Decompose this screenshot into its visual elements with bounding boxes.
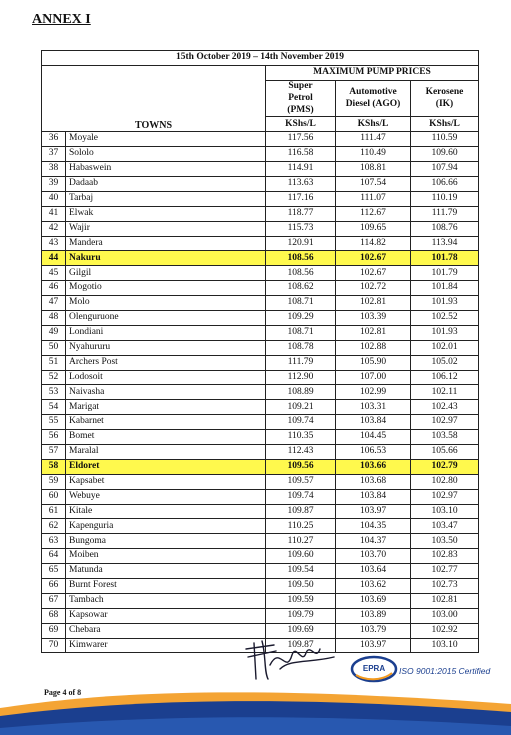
table-row	[42, 415, 479, 430]
price-ik: 103.10	[411, 638, 479, 653]
row-number: 58	[42, 459, 66, 474]
row-number: 45	[42, 266, 66, 281]
price-pms: 115.73	[266, 221, 336, 236]
row-number: 66	[42, 579, 66, 594]
town-name: Nyahururu	[66, 340, 266, 355]
table-row	[42, 579, 479, 594]
product-header-ago	[336, 80, 411, 117]
price-ik: 102.81	[411, 593, 479, 608]
town-name: Maralal	[66, 445, 266, 460]
row-number: 36	[42, 132, 66, 147]
row-number: 38	[42, 162, 66, 177]
row-number: 70	[42, 638, 66, 653]
row-number: 48	[42, 310, 66, 325]
town-name: Burnt Forest	[66, 579, 266, 594]
price-ik: 108.76	[411, 221, 479, 236]
price-pms: 116.58	[266, 147, 336, 162]
unit-header-pms: KShs/L	[266, 117, 336, 132]
price-ago: 103.97	[336, 638, 411, 653]
price-ago: 104.45	[336, 430, 411, 445]
town-name: Elwak	[66, 206, 266, 221]
table-row	[42, 176, 479, 191]
price-pms: 109.74	[266, 415, 336, 430]
town-name: Wajir	[66, 221, 266, 236]
table-row	[42, 474, 479, 489]
price-ago: 102.88	[336, 340, 411, 355]
price-pms: 118.77	[266, 206, 336, 221]
row-number: 57	[42, 445, 66, 460]
row-number: 41	[42, 206, 66, 221]
town-name: Matunda	[66, 564, 266, 579]
price-ago: 103.39	[336, 310, 411, 325]
price-ago: 103.31	[336, 400, 411, 415]
price-ago: 102.67	[336, 251, 411, 266]
price-ago: 102.99	[336, 385, 411, 400]
price-ik: 102.73	[411, 579, 479, 594]
table-row	[42, 251, 479, 266]
town-name: Sololo	[66, 147, 266, 162]
table-row	[42, 459, 479, 474]
price-ago: 106.53	[336, 445, 411, 460]
price-ago: 103.97	[336, 504, 411, 519]
price-ik: 101.93	[411, 325, 479, 340]
price-pms: 109.56	[266, 459, 336, 474]
price-ik: 102.97	[411, 415, 479, 430]
price-ik: 106.12	[411, 370, 479, 385]
page-number: Page 4 of 8	[44, 688, 82, 697]
price-pms: 108.78	[266, 340, 336, 355]
price-pms: 110.27	[266, 534, 336, 549]
price-ago: 110.49	[336, 147, 411, 162]
table-row	[42, 519, 479, 534]
row-number: 43	[42, 236, 66, 251]
row-number: 46	[42, 281, 66, 296]
price-ik: 109.60	[411, 147, 479, 162]
table-row	[42, 310, 479, 325]
table-row	[42, 370, 479, 385]
row-number: 55	[42, 415, 66, 430]
price-pms: 108.56	[266, 266, 336, 281]
price-pms: 110.25	[266, 519, 336, 534]
price-pms: 108.56	[266, 251, 336, 266]
town-name: Kapsabet	[66, 474, 266, 489]
price-ago: 103.70	[336, 549, 411, 564]
price-ago: 103.84	[336, 489, 411, 504]
price-ik: 101.84	[411, 281, 479, 296]
table-body	[42, 132, 479, 653]
row-number: 63	[42, 534, 66, 549]
price-ago: 114.82	[336, 236, 411, 251]
price-ik: 113.94	[411, 236, 479, 251]
price-ik: 102.52	[411, 310, 479, 325]
table-row	[42, 325, 479, 340]
table-row	[42, 266, 479, 281]
price-ik: 102.01	[411, 340, 479, 355]
price-ik: 103.00	[411, 608, 479, 623]
town-name: Webuye	[66, 489, 266, 504]
price-ik: 105.66	[411, 445, 479, 460]
row-number: 51	[42, 355, 66, 370]
price-ik: 102.92	[411, 623, 479, 638]
row-number: 40	[42, 191, 66, 206]
table-row	[42, 162, 479, 177]
product-header-pms	[266, 80, 336, 117]
price-ik: 110.19	[411, 191, 479, 206]
price-ik: 101.78	[411, 251, 479, 266]
product-name-line: (IK)	[435, 98, 454, 109]
product-name-line: Diesel (AGO)	[345, 98, 401, 109]
price-ago: 103.66	[336, 459, 411, 474]
table-row	[42, 549, 479, 564]
price-ik: 102.11	[411, 385, 479, 400]
price-pms: 108.71	[266, 296, 336, 311]
town-name: Molo	[66, 296, 266, 311]
price-ago: 107.00	[336, 370, 411, 385]
annex-title: ANNEX I	[32, 12, 91, 27]
price-ik: 102.97	[411, 489, 479, 504]
row-number: 64	[42, 549, 66, 564]
price-ik: 102.79	[411, 459, 479, 474]
pump-prices-table	[41, 50, 479, 653]
town-name: Tambach	[66, 593, 266, 608]
price-ik: 110.59	[411, 132, 479, 147]
product-name-line: Kerosene	[425, 86, 464, 97]
town-name: Marigat	[66, 400, 266, 415]
price-ik: 103.47	[411, 519, 479, 534]
town-name: Kapenguria	[66, 519, 266, 534]
maximum-prices-header: MAXIMUM PUMP PRICES	[266, 65, 479, 80]
towns-header: TOWNS	[42, 65, 266, 131]
town-name: Kapsowar	[66, 608, 266, 623]
unit-header-ago: KShs/L	[336, 117, 411, 132]
town-name: Eldoret	[66, 459, 266, 474]
price-ik: 111.79	[411, 206, 479, 221]
price-ago: 103.68	[336, 474, 411, 489]
table-row	[42, 221, 479, 236]
row-number: 69	[42, 623, 66, 638]
table-row	[42, 593, 479, 608]
town-name: Moyale	[66, 132, 266, 147]
price-ik: 102.77	[411, 564, 479, 579]
price-pms: 108.89	[266, 385, 336, 400]
town-name: Nakuru	[66, 251, 266, 266]
row-number: 42	[42, 221, 66, 236]
price-pms: 109.87	[266, 504, 336, 519]
epra-logo-text: EPRA	[362, 664, 386, 673]
price-ago: 103.62	[336, 579, 411, 594]
product-name-line: (PMS)	[287, 104, 314, 115]
price-ik: 101.93	[411, 296, 479, 311]
price-ik: 103.10	[411, 504, 479, 519]
price-ago: 104.35	[336, 519, 411, 534]
price-pms: 111.79	[266, 355, 336, 370]
table-row	[42, 281, 479, 296]
town-name: Mandera	[66, 236, 266, 251]
price-ago: 104.37	[336, 534, 411, 549]
price-pms: 109.69	[266, 623, 336, 638]
table-row	[42, 400, 479, 415]
price-pms: 109.21	[266, 400, 336, 415]
price-ik: 102.83	[411, 549, 479, 564]
product-name-line: Automotive	[349, 86, 397, 97]
town-name: Archers Post	[66, 355, 266, 370]
row-number: 39	[42, 176, 66, 191]
table-row	[42, 296, 479, 311]
table-row	[42, 534, 479, 549]
unit-header-ik: KShs/L	[411, 117, 479, 132]
row-number: 54	[42, 400, 66, 415]
price-ago: 103.79	[336, 623, 411, 638]
town-name: Kabarnet	[66, 415, 266, 430]
price-ago: 105.90	[336, 355, 411, 370]
row-number: 65	[42, 564, 66, 579]
town-name: Bungoma	[66, 534, 266, 549]
row-number: 59	[42, 474, 66, 489]
price-ago: 112.67	[336, 206, 411, 221]
price-ago: 108.81	[336, 162, 411, 177]
table-row	[42, 147, 479, 162]
town-name: Lodosoit	[66, 370, 266, 385]
table-row	[42, 132, 479, 147]
product-name-line: Petrol	[288, 92, 313, 103]
price-ik: 106.66	[411, 176, 479, 191]
period-header	[42, 51, 479, 66]
price-ago: 109.65	[336, 221, 411, 236]
price-pms: 112.43	[266, 445, 336, 460]
price-ago: 102.72	[336, 281, 411, 296]
row-number: 53	[42, 385, 66, 400]
price-ik: 107.94	[411, 162, 479, 177]
price-ik: 103.58	[411, 430, 479, 445]
iso-certification: ISO 9001:2015 Certified	[399, 666, 491, 676]
table-row	[42, 206, 479, 221]
price-ago: 102.67	[336, 266, 411, 281]
price-pms: 109.54	[266, 564, 336, 579]
price-pms: 109.60	[266, 549, 336, 564]
price-pms: 108.71	[266, 325, 336, 340]
product-name-line: Super	[288, 80, 313, 91]
table-row	[42, 445, 479, 460]
town-name: Chebara	[66, 623, 266, 638]
price-ago: 111.07	[336, 191, 411, 206]
town-name: Kimwarer	[66, 638, 266, 653]
row-number: 67	[42, 593, 66, 608]
price-ago: 102.81	[336, 325, 411, 340]
table-row	[42, 355, 479, 370]
town-name: Mogotio	[66, 281, 266, 296]
town-name: Naivasha	[66, 385, 266, 400]
town-name: Dadaab	[66, 176, 266, 191]
price-pms: 109.50	[266, 579, 336, 594]
row-number: 52	[42, 370, 66, 385]
town-name: Kitale	[66, 504, 266, 519]
price-ik: 105.02	[411, 355, 479, 370]
table-row	[42, 191, 479, 206]
town-name: Bomet	[66, 430, 266, 445]
table-row	[42, 385, 479, 400]
row-number: 60	[42, 489, 66, 504]
price-pms: 108.62	[266, 281, 336, 296]
price-ago: 102.81	[336, 296, 411, 311]
row-number: 61	[42, 504, 66, 519]
row-number: 50	[42, 340, 66, 355]
price-ik: 101.79	[411, 266, 479, 281]
table-row	[42, 340, 479, 355]
price-ago: 103.84	[336, 415, 411, 430]
table-row	[42, 430, 479, 445]
footer-wave-graphic	[0, 668, 511, 735]
row-number: 47	[42, 296, 66, 311]
price-ago: 111.47	[336, 132, 411, 147]
price-ik: 102.43	[411, 400, 479, 415]
table-row	[42, 504, 479, 519]
price-ago: 103.64	[336, 564, 411, 579]
row-number: 56	[42, 430, 66, 445]
price-pms: 114.91	[266, 162, 336, 177]
price-pms: 120.91	[266, 236, 336, 251]
price-pms: 110.35	[266, 430, 336, 445]
price-ik: 103.50	[411, 534, 479, 549]
table-row	[42, 608, 479, 623]
table-row	[42, 489, 479, 504]
town-name: Moiben	[66, 549, 266, 564]
price-ago: 103.89	[336, 608, 411, 623]
price-pms: 109.57	[266, 474, 336, 489]
price-pms: 113.63	[266, 176, 336, 191]
price-ago: 103.69	[336, 593, 411, 608]
price-pms: 109.74	[266, 489, 336, 504]
price-ago: 107.54	[336, 176, 411, 191]
row-number: 68	[42, 608, 66, 623]
table-row	[42, 564, 479, 579]
row-number: 62	[42, 519, 66, 534]
product-header-ik	[411, 80, 479, 117]
price-pms: 109.87	[266, 638, 336, 653]
town-name: Habaswein	[66, 162, 266, 177]
town-name: Londiani	[66, 325, 266, 340]
price-pms: 112.90	[266, 370, 336, 385]
price-pms: 109.29	[266, 310, 336, 325]
town-name: Gilgil	[66, 266, 266, 281]
town-name: Olenguruone	[66, 310, 266, 325]
table-row	[42, 236, 479, 251]
price-ik: 102.80	[411, 474, 479, 489]
row-number: 44	[42, 251, 66, 266]
price-pms: 109.79	[266, 608, 336, 623]
row-number: 37	[42, 147, 66, 162]
period-text: 15th October 2019 – 14th November 2019	[176, 52, 344, 63]
town-name: Tarbaj	[66, 191, 266, 206]
price-pms: 117.16	[266, 191, 336, 206]
row-number: 49	[42, 325, 66, 340]
price-pms: 117.56	[266, 132, 336, 147]
price-pms: 109.59	[266, 593, 336, 608]
